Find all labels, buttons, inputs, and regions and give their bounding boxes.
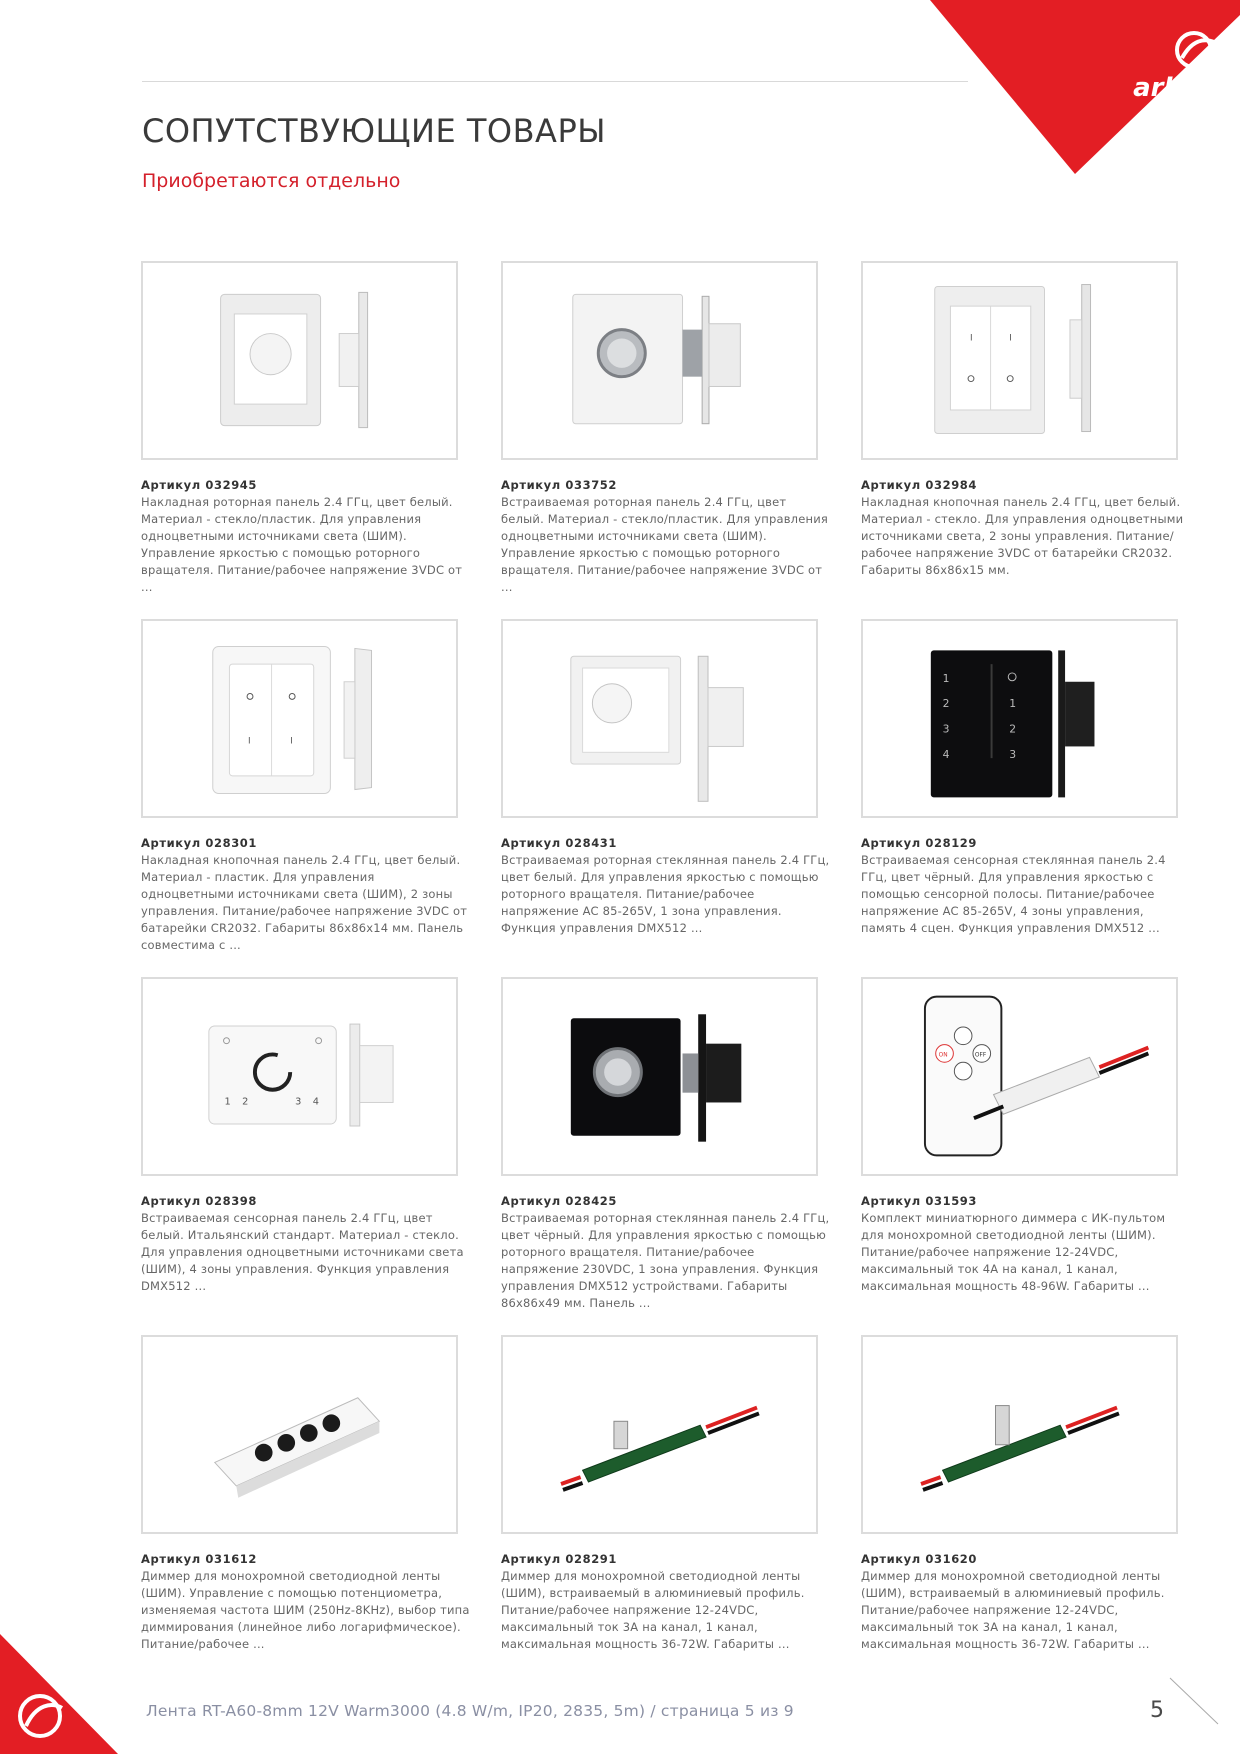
product-sku[interactable]: Артикул 032984 bbox=[861, 478, 977, 492]
product-032984 bbox=[861, 476, 1191, 579]
product-image-028425[interactable] bbox=[501, 977, 818, 1176]
brand-corner-logo bbox=[930, 0, 1240, 174]
svg-text:2: 2 bbox=[1009, 722, 1017, 736]
product-028291 bbox=[501, 1550, 831, 1653]
product-description: Встраиваемая сенсорная панель 2.4 ГГц, цвет белый. Итальянский стандарт. Материал - стекло. Для управления одноцветными источниками света (ШИМ), 4 зоны управления. Функция управления DMX512 ... bbox=[141, 1211, 464, 1293]
svg-text:1: 1 bbox=[1009, 697, 1017, 711]
product-image-031593[interactable] bbox=[861, 977, 1178, 1176]
product-description: Диммер для монохромной светодиодной ленты (ШИМ), встраиваемый в алюминиевый профиль. Питание/рабочее напряжение 12-24VDC, максимальный ток 3A на канал, 1 канал, максимальная мощность 36-72W. Габариты ... bbox=[501, 1569, 805, 1651]
product-sku[interactable]: Артикул 028129 bbox=[861, 836, 977, 850]
svg-text:4: 4 bbox=[942, 748, 950, 762]
product-image-028301[interactable] bbox=[141, 619, 458, 818]
svg-text:2: 2 bbox=[942, 697, 950, 711]
product-image-032945[interactable] bbox=[141, 261, 458, 460]
svg-text:I: I bbox=[1009, 333, 1012, 344]
svg-text:3: 3 bbox=[942, 722, 950, 736]
product-image-028398[interactable] bbox=[141, 977, 458, 1176]
product-description: Встраиваемая сенсорная стеклянная панель 2.4 ГГц, цвет чёрный. Для управления яркостью с помощью сенсорной полосы. Питание/рабочее напряжение AC 85-265V, 4 зоны управления, память 4 сцен. Функция управления DMX512 ... bbox=[861, 853, 1166, 935]
product-description: Встраиваемая роторная стеклянная панель 2.4 ГГц, цвет чёрный. Для управления яркостью с помощью роторного вращателя. Питание/рабочее напряжение 230VDC, 1 зона управления. Функция управления DMX512 устройствами. Габариты 86х86х49 мм. Панель ... bbox=[501, 1211, 830, 1310]
product-image-028431[interactable] bbox=[501, 619, 818, 818]
page-number: 5 bbox=[1150, 1698, 1164, 1723]
product-sku[interactable]: Артикул 028398 bbox=[141, 1194, 257, 1208]
product-sku[interactable]: Артикул 028425 bbox=[501, 1194, 617, 1208]
brand-corner-bottom bbox=[0, 1598, 118, 1754]
product-sku[interactable]: Артикул 031612 bbox=[141, 1552, 257, 1566]
product-description: Встраиваемая роторная стеклянная панель 2.4 ГГц, цвет белый. Для управления яркостью с помощью роторного вращателя. Питание/рабочее напряжение AC 85-265V, 1 зона управления. Функция управления DMX512 ... bbox=[501, 853, 830, 935]
product-description: Встраиваемая роторная панель 2.4 ГГц, цвет белый. Материал - стекло/пластик. Для управления одноцветными источниками света (ШИМ). Управление яркостью с помощью роторного вращателя. Питание/рабочее напряжение 3VDC от ... bbox=[501, 495, 829, 594]
product-sku[interactable]: Артикул 033752 bbox=[501, 478, 617, 492]
product-image-028291[interactable] bbox=[501, 1335, 818, 1534]
product-sku[interactable]: Артикул 028301 bbox=[141, 836, 257, 850]
product-image-028129[interactable] bbox=[861, 619, 1178, 818]
page-subtitle: Приобретаются отдельно bbox=[142, 170, 401, 192]
svg-text:1: 1 bbox=[942, 671, 950, 685]
product-image-032984[interactable] bbox=[861, 261, 1178, 460]
product-028301 bbox=[141, 834, 471, 954]
svg-text:ON: ON bbox=[938, 1052, 948, 1059]
product-031593 bbox=[861, 1192, 1191, 1295]
svg-text:I: I bbox=[248, 736, 251, 747]
product-sku[interactable]: Артикул 031620 bbox=[861, 1552, 977, 1566]
svg-text:1: 1 bbox=[224, 1096, 231, 1108]
product-description: Накладная роторная панель 2.4 ГГц, цвет белый. Материал - стекло/пластик. Для управления одноцветными источниками света (ШИМ). Управление яркостью с помощью роторного вращателя. Питание/рабочее напряжение 3VDC от ... bbox=[141, 495, 463, 594]
product-image-031612[interactable] bbox=[141, 1335, 458, 1534]
svg-text:2: 2 bbox=[242, 1096, 249, 1108]
product-028425 bbox=[501, 1192, 831, 1312]
product-032945 bbox=[141, 476, 471, 596]
svg-text:I: I bbox=[970, 333, 973, 344]
product-031612 bbox=[141, 1550, 471, 1653]
product-sku[interactable]: Артикул 028291 bbox=[501, 1552, 617, 1566]
product-028431 bbox=[501, 834, 831, 937]
product-sku[interactable]: Артикул 031593 bbox=[861, 1194, 977, 1208]
arlight-wordmark: arlight bbox=[1133, 73, 1231, 103]
svg-text:3: 3 bbox=[1009, 748, 1017, 762]
red-corner-triangle-bottom bbox=[0, 1634, 118, 1754]
page-divider-slash bbox=[1168, 1676, 1220, 1726]
product-028129 bbox=[861, 834, 1191, 937]
product-sku[interactable]: Артикул 028431 bbox=[501, 836, 617, 850]
svg-text:4: 4 bbox=[312, 1096, 319, 1108]
product-033752 bbox=[501, 476, 831, 596]
product-031620 bbox=[861, 1550, 1191, 1653]
product-image-031620[interactable] bbox=[861, 1335, 1178, 1534]
product-image-033752[interactable] bbox=[501, 261, 818, 460]
product-description: Накладная кнопочная панель 2.4 ГГц, цвет белый. Материал - стекло. Для управления одноцветными источниками света, 2 зоны управления. Питание/рабочее напряжение 3VDC от батарейки CR2032. Габариты 86х86х15 мм. bbox=[861, 495, 1184, 577]
product-028398 bbox=[141, 1192, 471, 1295]
svg-text:3: 3 bbox=[295, 1096, 302, 1108]
product-description: Диммер для монохромной светодиодной ленты (ШИМ), встраиваемый в алюминиевый профиль. Питание/рабочее напряжение 12-24VDC, максимальный ток 3A на канал, 1 канал, максимальная мощность 36-72W. Габариты ... bbox=[861, 1569, 1165, 1651]
header-rule bbox=[142, 81, 968, 82]
product-description: Комплект миниатюрного диммера с ИК-пультом для монохромной светодиодной ленты (ШИМ). Питание/рабочее напряжение 12-24VDC, максимальный ток 4A на канал, 1 канал, максимальная мощность 48-96W. Габариты ... bbox=[861, 1211, 1166, 1293]
svg-text:OFF: OFF bbox=[974, 1052, 987, 1059]
footer-product-title: Лента RT-A60-8mm 12V Warm3000 (4.8 W/m, IP20, 2835, 5m) / страница 5 из 9 bbox=[146, 1702, 794, 1720]
product-description: Диммер для монохромной светодиодной ленты (ШИМ). Управление с помощью потенциометра, изменяемая частота ШИМ (250Hz-8KHz), выбор типа диммирования (линейное либо логарифмическое). Питание/рабочее ... bbox=[141, 1569, 470, 1651]
product-sku[interactable]: Артикул 032945 bbox=[141, 478, 257, 492]
svg-text:I: I bbox=[290, 736, 293, 747]
product-description: Накладная кнопочная панель 2.4 ГГц, цвет белый. Материал - пластик. Для управления одноцветными источниками света (ШИМ), 2 зоны управления. Питание/рабочее напряжение 3VDC от батарейки CR2032. Габариты 86х86х14 мм. Панель совместима с ... bbox=[141, 853, 468, 952]
page-title: СОПУТСТВУЮЩИЕ ТОВАРЫ bbox=[142, 112, 606, 150]
